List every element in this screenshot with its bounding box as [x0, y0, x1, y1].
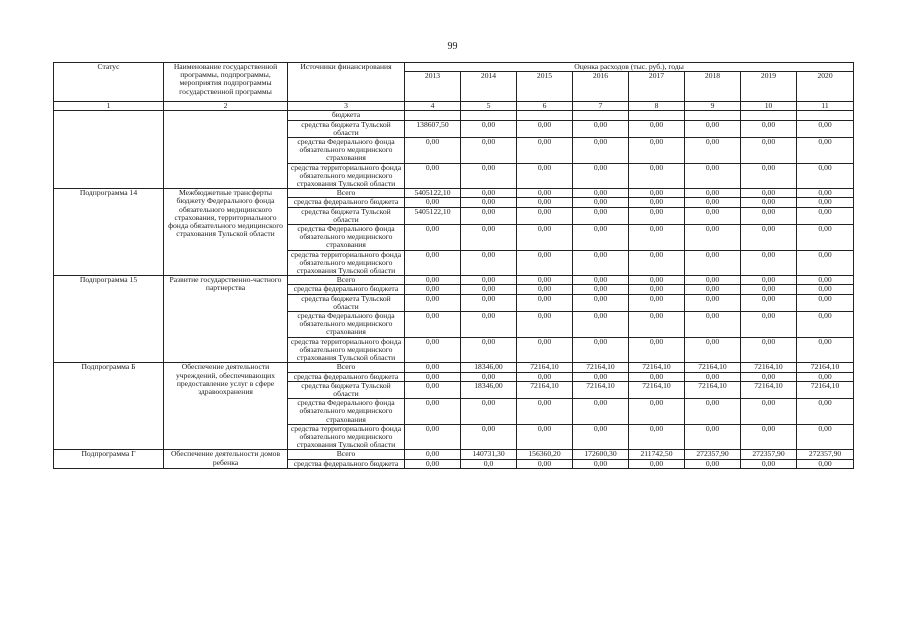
row-value: 156360,20 [517, 450, 573, 459]
column-index: 3 [288, 102, 405, 111]
row-value: 0,00 [629, 225, 685, 251]
row-value: 0,00 [741, 285, 797, 294]
row-value: 0,00 [741, 372, 797, 381]
row-value: 0,00 [685, 312, 741, 338]
row-value: 0,00 [797, 459, 854, 468]
row-value: 211742,50 [629, 450, 685, 459]
header-status: Статус [54, 63, 164, 102]
row-value: 72164,10 [797, 363, 854, 372]
row-value: 0,00 [629, 189, 685, 198]
row-value: 0,00 [405, 294, 461, 311]
row-source: Всего [288, 276, 405, 285]
row-value: 0,00 [685, 138, 741, 164]
row-source: средства Федерального фонда обязательного медицинского страхования [288, 312, 405, 338]
row-value: 0,00 [629, 459, 685, 468]
row-value: 0,00 [517, 424, 573, 450]
row-value: 0,00 [461, 294, 517, 311]
column-index: 1 [54, 102, 164, 111]
row-value: 0,00 [461, 163, 517, 189]
row-value: 172600,30 [573, 450, 629, 459]
row-source: средства бюджета Тульской области [288, 381, 405, 398]
row-value: 0,00 [461, 189, 517, 198]
column-index: 2 [164, 102, 288, 111]
table-row [54, 450, 854, 459]
row-value: 0,00 [405, 424, 461, 450]
row-value: 0,00 [741, 250, 797, 276]
row-source: средства территориального фонда обязательного медицинского страхования Тульской области [288, 424, 405, 450]
row-value: 0,00 [573, 198, 629, 207]
row-value [517, 111, 573, 120]
row-value: 0,00 [461, 337, 517, 363]
row-value: 0,00 [517, 163, 573, 189]
row-value: 0,00 [517, 294, 573, 311]
row-source: средства бюджета Тульской области [288, 294, 405, 311]
row-value: 0,00 [573, 225, 629, 251]
row-value: 72164,10 [741, 363, 797, 372]
row-value: 0,00 [517, 399, 573, 425]
row-program-name: Обеспечение деятельности домов ребенка [164, 450, 288, 468]
row-value: 0,00 [629, 250, 685, 276]
row-value: 0,00 [629, 138, 685, 164]
row-value: 138607,50 [405, 120, 461, 137]
row-value: 0,00 [685, 337, 741, 363]
row-value: 0,00 [573, 337, 629, 363]
row-value: 0,00 [573, 207, 629, 224]
row-value: 0,00 [573, 276, 629, 285]
row-status: Подпрограмма 15 [54, 276, 164, 363]
row-value: 72164,10 [573, 363, 629, 372]
row-value: 5405122,10 [405, 207, 461, 224]
row-value: 0,00 [797, 163, 854, 189]
row-value: 0,00 [629, 120, 685, 137]
row-value: 0,00 [405, 337, 461, 363]
row-value: 0,00 [405, 138, 461, 164]
row-value: 0,00 [573, 312, 629, 338]
row-value: 0,00 [461, 312, 517, 338]
table-row [54, 189, 854, 198]
row-value: 0,00 [741, 138, 797, 164]
header-year: 2014 [461, 72, 517, 102]
row-value: 0,00 [405, 198, 461, 207]
row-source: средства федерального бюджета [288, 198, 405, 207]
row-source: средства Федерального фонда обязательного медицинского страхования [288, 138, 405, 164]
table-body [54, 111, 854, 468]
row-value: 0,00 [797, 138, 854, 164]
header-program-name: Наименование государственной программы, подпрограммы, мероприятия подпрограммы государственной программы [164, 63, 288, 102]
row-value: 0,00 [573, 189, 629, 198]
row-value: 5405122,10 [405, 189, 461, 198]
row-value: 0,00 [741, 294, 797, 311]
header-year: 2019 [741, 72, 797, 102]
row-value: 0,00 [573, 163, 629, 189]
row-value: 0,00 [405, 459, 461, 468]
row-value: 0,00 [685, 189, 741, 198]
row-program-name [164, 111, 288, 189]
column-index-row [54, 102, 854, 111]
table-row [54, 363, 854, 372]
row-value: 0,00 [685, 424, 741, 450]
row-value: 0,00 [461, 207, 517, 224]
header-sources: Источники финансирования [288, 63, 405, 102]
row-value: 0,00 [517, 312, 573, 338]
row-value: 0,00 [629, 337, 685, 363]
row-value: 72164,10 [517, 363, 573, 372]
row-value [461, 111, 517, 120]
row-value: 0,00 [685, 399, 741, 425]
row-value: 0,00 [405, 250, 461, 276]
row-value: 0,00 [517, 207, 573, 224]
row-value: 0,00 [517, 459, 573, 468]
row-source: Всего [288, 189, 405, 198]
row-value: 0,00 [573, 399, 629, 425]
row-value: 0,00 [405, 285, 461, 294]
row-value: 0,00 [741, 189, 797, 198]
row-value: 0,00 [741, 207, 797, 224]
row-value: 0,00 [405, 381, 461, 398]
row-value: 0,00 [461, 250, 517, 276]
row-value: 0,00 [741, 225, 797, 251]
row-value: 0,00 [797, 424, 854, 450]
row-value: 0,00 [741, 276, 797, 285]
row-source: бюджета [288, 111, 405, 120]
column-index: 8 [629, 102, 685, 111]
row-value: 0,00 [741, 424, 797, 450]
column-index: 4 [405, 102, 461, 111]
row-value: 18346,00 [461, 381, 517, 398]
table-row [54, 276, 854, 285]
row-value: 0,00 [797, 250, 854, 276]
row-value: 0,00 [405, 225, 461, 251]
row-value: 0,00 [405, 399, 461, 425]
row-value: 0,00 [461, 424, 517, 450]
row-value: 0,00 [461, 138, 517, 164]
row-value: 0,00 [629, 163, 685, 189]
row-value: 0,00 [517, 372, 573, 381]
row-value: 0,00 [405, 363, 461, 372]
row-value: 0,00 [629, 372, 685, 381]
row-value: 72164,10 [629, 381, 685, 398]
row-value: 0,00 [405, 312, 461, 338]
row-value: 0,00 [797, 399, 854, 425]
row-value: 0,00 [629, 399, 685, 425]
row-value: 0,00 [461, 276, 517, 285]
row-source: средства территориального фонда обязательного медицинского страхования Тульской области [288, 163, 405, 189]
column-index: 9 [685, 102, 741, 111]
row-value: 0,00 [797, 337, 854, 363]
row-source: средства федерального бюджета [288, 372, 405, 381]
row-value: 0,00 [573, 250, 629, 276]
row-value: 0,00 [517, 198, 573, 207]
row-value: 0,00 [573, 138, 629, 164]
row-value: 72164,10 [629, 363, 685, 372]
row-value: 0,00 [797, 312, 854, 338]
row-value: 0,00 [573, 372, 629, 381]
row-value: 0,00 [685, 250, 741, 276]
row-value: 0,00 [797, 225, 854, 251]
row-status [54, 111, 164, 189]
row-source: Всего [288, 450, 405, 459]
row-value: 0,00 [685, 285, 741, 294]
page-number: 99 [447, 41, 458, 52]
row-value: 0,00 [629, 207, 685, 224]
row-source: средства бюджета Тульской области [288, 207, 405, 224]
column-index: 6 [517, 102, 573, 111]
row-value: 0,00 [573, 285, 629, 294]
header-year: 2018 [685, 72, 741, 102]
row-value: 0,00 [573, 294, 629, 311]
row-value: 0,00 [461, 198, 517, 207]
row-source: средства федерального бюджета [288, 285, 405, 294]
row-value: 0,00 [461, 225, 517, 251]
row-source: средства Федерального фонда обязательного медицинского страхования [288, 399, 405, 425]
header-estimate: Оценка расходов (тыс. руб.), годы [405, 63, 854, 72]
row-value: 0,00 [629, 276, 685, 285]
header-year: 2020 [797, 72, 854, 102]
row-value: 0,00 [405, 450, 461, 459]
row-value: 0,00 [797, 294, 854, 311]
row-value: 0,00 [741, 198, 797, 207]
row-value: 0,00 [797, 198, 854, 207]
row-value: 0,00 [797, 372, 854, 381]
row-value: 0,00 [685, 225, 741, 251]
row-value: 0,00 [517, 285, 573, 294]
row-value: 0,0 [461, 459, 517, 468]
row-value [741, 111, 797, 120]
row-value: 0,00 [461, 399, 517, 425]
row-value: 0,00 [741, 120, 797, 137]
row-value [685, 111, 741, 120]
row-value [797, 111, 854, 120]
header-year: 2013 [405, 72, 461, 102]
row-value: 0,00 [629, 294, 685, 311]
row-program-name: Обеспечение деятельности учреждений, обеспечивающих предоставление услуг в сфере здравоохранения [164, 363, 288, 450]
row-value: 0,00 [685, 459, 741, 468]
row-value: 0,00 [741, 459, 797, 468]
row-status: Подпрограмма Б [54, 363, 164, 450]
row-value: 0,00 [797, 120, 854, 137]
row-value: 72164,10 [517, 381, 573, 398]
row-value: 272357,90 [685, 450, 741, 459]
row-value: 0,00 [741, 337, 797, 363]
row-value: 0,00 [685, 207, 741, 224]
header-year: 2016 [573, 72, 629, 102]
row-value: 272357,90 [741, 450, 797, 459]
column-index: 5 [461, 102, 517, 111]
row-program-name: Развитие государственно-частного партнерства [164, 276, 288, 363]
row-value: 0,00 [405, 372, 461, 381]
row-value: 0,00 [685, 163, 741, 189]
row-source: средства федерального бюджета [288, 459, 405, 468]
row-value: 272357,90 [797, 450, 854, 459]
row-value: 0,00 [461, 285, 517, 294]
row-source: средства бюджета Тульской области [288, 120, 405, 137]
row-value [573, 111, 629, 120]
row-value: 0,00 [629, 198, 685, 207]
row-value: 0,00 [517, 250, 573, 276]
budget-table [53, 62, 854, 469]
row-value [405, 111, 461, 120]
row-value: 72164,10 [797, 381, 854, 398]
row-value: 0,00 [461, 120, 517, 137]
row-value: 0,00 [405, 276, 461, 285]
row-value: 0,00 [685, 294, 741, 311]
table-row [54, 111, 854, 120]
row-value: 0,00 [573, 424, 629, 450]
column-index: 11 [797, 102, 854, 111]
row-value: 0,00 [517, 225, 573, 251]
row-value: 0,00 [629, 312, 685, 338]
row-value: 72164,10 [741, 381, 797, 398]
row-value: 0,00 [405, 163, 461, 189]
header-year: 2017 [629, 72, 685, 102]
row-source: средства территориального фонда обязательного медицинского страхования Тульской области [288, 337, 405, 363]
row-value: 0,00 [461, 372, 517, 381]
row-value: 18346,00 [461, 363, 517, 372]
row-value: 0,00 [797, 285, 854, 294]
row-value: 0,00 [685, 276, 741, 285]
row-value: 0,00 [685, 372, 741, 381]
row-value: 0,00 [573, 120, 629, 137]
row-value: 0,00 [517, 120, 573, 137]
row-source: средства Федерального фонда обязательного медицинского страхования [288, 225, 405, 251]
row-value: 0,00 [517, 337, 573, 363]
row-value: 0,00 [797, 189, 854, 198]
row-value: 0,00 [629, 285, 685, 294]
row-value: 140731,30 [461, 450, 517, 459]
header-year: 2015 [517, 72, 573, 102]
row-value: 0,00 [741, 312, 797, 338]
row-value: 72164,10 [685, 363, 741, 372]
row-value [629, 111, 685, 120]
row-value: 0,00 [629, 424, 685, 450]
row-value: 0,00 [517, 276, 573, 285]
column-index: 10 [741, 102, 797, 111]
row-source: Всего [288, 363, 405, 372]
row-status: Подпрограмма 14 [54, 189, 164, 276]
row-value: 0,00 [517, 138, 573, 164]
row-value: 72164,10 [573, 381, 629, 398]
row-value: 0,00 [573, 459, 629, 468]
row-status: Подпрограмма Г [54, 450, 164, 468]
row-value: 0,00 [517, 189, 573, 198]
row-value: 0,00 [797, 207, 854, 224]
row-value: 0,00 [685, 198, 741, 207]
column-index: 7 [573, 102, 629, 111]
row-program-name: Межбюджетные трансферты бюджету Федерального фонда обязательного медицинского страхования, территориального фонда обязательного медицинского страхования Тульской области [164, 189, 288, 276]
row-value: 0,00 [797, 276, 854, 285]
row-source: средства территориального фонда обязательного медицинского страхования Тульской области [288, 250, 405, 276]
row-value: 72164,10 [685, 381, 741, 398]
row-value: 0,00 [685, 120, 741, 137]
row-value: 0,00 [741, 163, 797, 189]
row-value: 0,00 [741, 399, 797, 425]
